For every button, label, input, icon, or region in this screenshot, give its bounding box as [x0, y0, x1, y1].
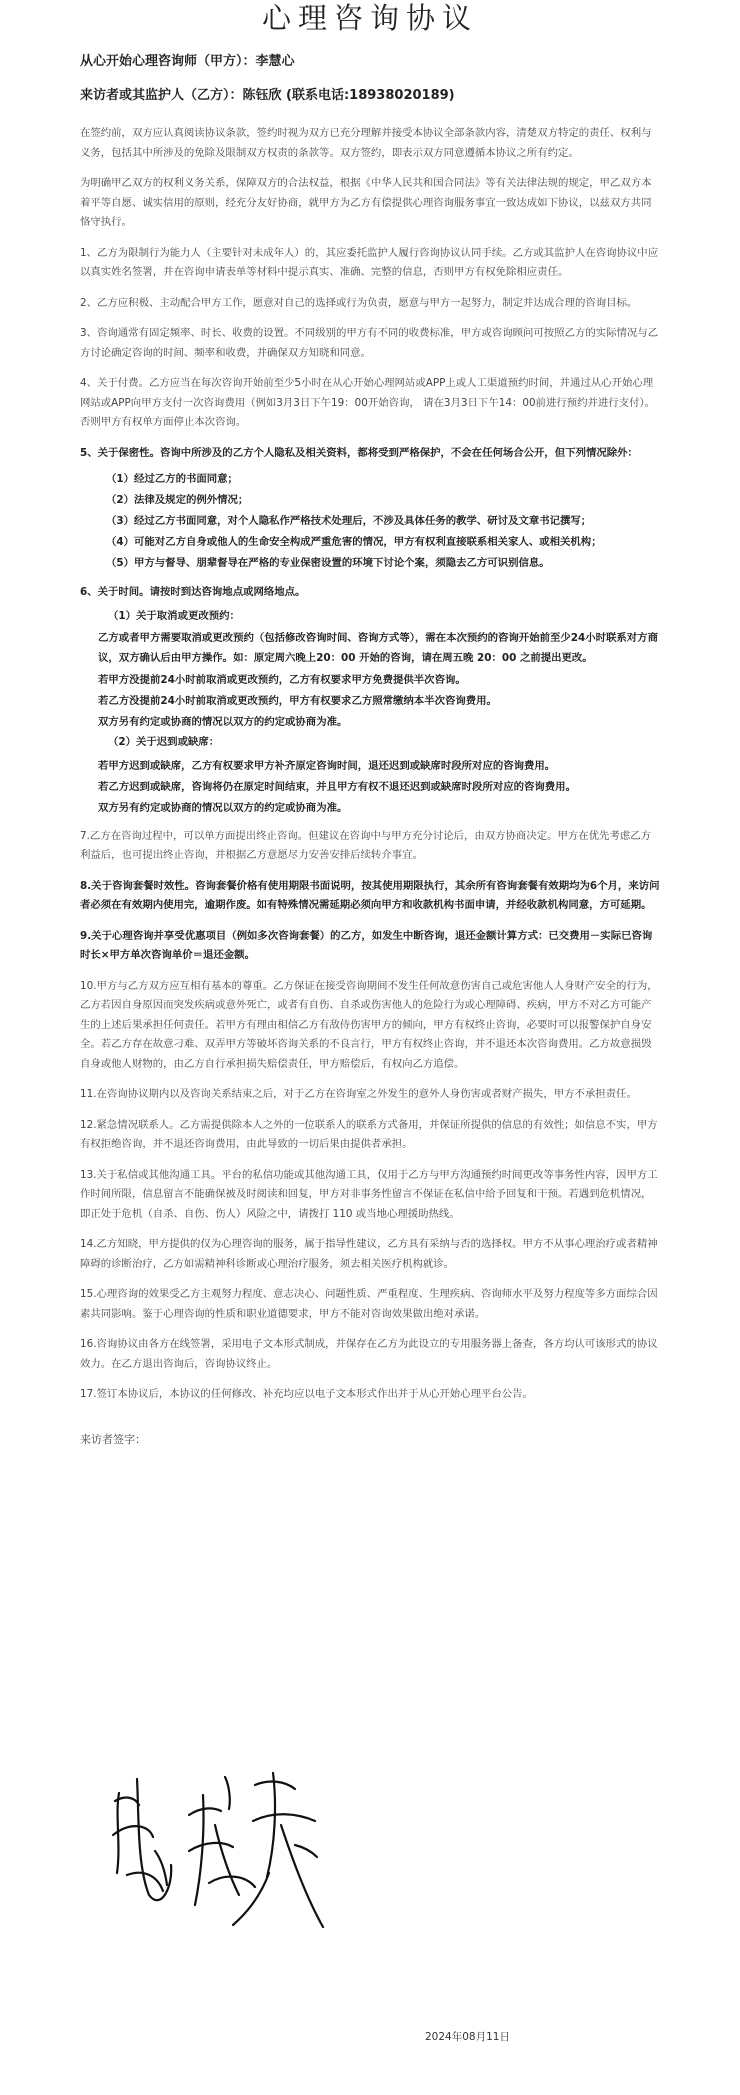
clause-5-item: （1）经过乙方的书面同意；: [106, 473, 238, 485]
clause-3: 3、咨询通常有固定频率、时长、收费的设置。不同级别的甲方有不同的收费标准，甲方或咨询顾问可按照乙方的实际情况与乙方讨论确定咨询的时间、频率和收费，并确保双方知晓和同意。: [80, 327, 659, 359]
clause-13: 13.关于私信或其他沟通工具。平台的私信功能或其他沟通工具，仅用于乙方与甲方沟通预约时间更改等事务性内容，因甲方工作时间所限，信息留言不能确保被及时阅读和回复，甲方对非事务性留言不保证在私信中给予回复和干预。若遇到危机情况，即正处于危机（自杀、自伤、伤人）风险之中，请拨打 110 或当地心理援助热线。: [80, 1168, 658, 1220]
clause-14: 14.乙方知晓，甲方提供的仅为心理咨询的服务，属于指导性建议，乙方具有采纳与否的选择权。甲方不从事心理治疗或者精神障碍的诊断治疗，乙方如需精神科诊断或心理治疗服务，须去相关医疗机构就诊。: [80, 1238, 658, 1270]
clause-6-sub1-paragraph: 乙方或者甲方需要取消或更改预约（包括修改咨询时间、咨询方式等），需在本次预约的咨询开始前至少24小时联系对方商议，双方确认后由甲方操作。如：原定周六晚上20：00 开始的咨询，请在周五晚 20：00 之前提出更改。: [98, 632, 658, 664]
clause-5-item: （3）经过乙方书面同意，对个人隐私作严格技术处理后，不涉及具体任务的教学、研讨及文章书记撰写；: [106, 515, 592, 527]
clause-6-sub1-line: 双方另有约定或协商的情况以双方的约定或协商为准。: [98, 716, 348, 728]
clause-6-sub1-title: （1）关于取消或更改预约：: [108, 609, 240, 622]
intro-paragraph: 为明确甲乙双方的权利义务关系，保障双方的合法权益，根据《中华人民共和国合同法》等有关法律法规的规定，甲乙双方本着平等自愿、诚实信用的原则，经充分友好协商，就甲方为乙方有偿提供心理咨询服务事宜一致达成如下协议，以兹双方共同恪守执行。: [80, 177, 652, 228]
clause-6-sub1-line: 若甲方没提前24小时前取消或更改预约，乙方有权要求甲方免费提供半次咨询。: [98, 674, 466, 686]
clause-6-sub2-line: 若甲方迟到或缺席，乙方有权要求甲方补齐原定咨询时间，退还迟到或缺席时段所对应的咨询费用。: [98, 759, 556, 772]
clause-11: 11.在咨询协议期内以及咨询关系结束之后，对于乙方在咨询室之外发生的意外人身伤害或者财产损失，甲方不承担责任。: [80, 1088, 637, 1100]
clause-7: 7.乙方在咨询过程中，可以单方面提出终止咨询。但建议在咨询中与甲方充分讨论后，由双方协商决定。甲方在优先考虑乙方利益后，也可提出终止咨询，并根据乙方意愿尽力安善安排后续转介事宜。: [80, 829, 652, 861]
party-b-line: 来访者或其监护人（乙方）：陈钰欣 (联系电话:18938020189): [80, 88, 455, 103]
clause-4: 4、关于付费。乙方应当在每次咨询开始前至少5小时在从心开始心理网站或APP上或人工渠道预约时间，并通过从心开始心理网站或APP向甲方支付一次咨询费用（例如3月3日下午19：00开始咨询， 请在3月3日下午14：00前进行预约并进行支付）。否则甲方有权单方面停止本次咨询。: [80, 377, 656, 428]
clause-6-title: 6、关于时间。请按时到达咨询地点或网络地点。: [80, 586, 306, 598]
clause-10: 10.甲方与乙方双方应互相有基本的尊重。乙方保证在接受咨询期间不发生任何故意伤害自己或危害他人人身财产安全的行为，乙方若因自身原因而突发疾病或意外死亡，或者有自伤、自杀或伤害他人的危险行为或心理障碍、疾病，甲方不对乙方可能产生的上述后果承担任何责任。若甲方有理由相信乙方有敌侍伤害甲方的倾向，甲方有权终止咨询，必要时可以报警保护自身安全。若乙方存在故意刁难、双弄甲方等破坏咨询关系的不良言行，甲方有权终止咨询，并不退还本次咨询费用。乙方故意损毁自身或他人财物的，由乙方自行承担损失赔偿责任，甲方赔偿后，有权向乙方追偿。: [80, 979, 658, 1070]
party-a-line: 从心开始心理咨询师（甲方）：李慧心: [80, 54, 295, 69]
clause-17: 17.签订本协议后，本协议的任何修改、补充均应以电子文本形式作出并于从心开始心理平台公告。: [80, 1388, 533, 1400]
clause-5-item: （2）法律及规定的例外情况；: [106, 494, 249, 506]
clause-5-list: [80, 469, 660, 574]
clause-8: 8.关于咨询套餐时效性。咨询套餐价格有使用期限书面说明，按其使用期限执行，其余所有咨询套餐有效期均为6个月，来访问者必须在有效期内使用完，逾期作废。如有特殊情况需延期必须向甲方和收款机构书面申请，并经收款机构同意，方可延期。: [80, 879, 660, 911]
clause-5-intro: 5、关于保密性。咨询中所涉及的乙方个人隐私及相关资料，都将受到严格保护，不会在任何场合公开，但下列情况除外：: [80, 446, 638, 459]
document-title: 心理咨询协议: [261, 1, 478, 35]
signature-label: 来访者签字：: [80, 1432, 146, 1446]
clause-5-item: （4）可能对乙方自身或他人的生命安全构成严重危害的情况，甲方有权利直接联系相关家人、或相关机构；: [106, 536, 602, 548]
document-body: [80, 52, 660, 1447]
clause-6-sub1-line: 若乙方没提前24小时前取消或更改预约，甲方有权要求乙方照常缴纳本半次咨询费用。: [98, 695, 497, 707]
handwritten-signature: [105, 1755, 335, 1955]
clause-9: 9.关于心理咨询并享受优惠项目（例如多次咨询套餐）的乙方，如发生中断咨询，退还金额计算方式：已交费用－实际已咨询时长×甲方单次咨询单价＝退还金额。: [80, 929, 653, 961]
clause-6-sub2-title: （2）关于迟到或缺席：: [108, 736, 220, 748]
clause-15: 15.心理咨询的效果受乙方主观努力程度、意志决心、问题性质、严重程度、生理疾病、咨询师水平及努力程度等多方面综合因素共同影响。鉴于心理咨询的性质和职业道德要求，甲方不能对咨询效果做出绝对承诺。: [80, 1288, 658, 1320]
clause-12: 12.紧急情况联系人。乙方需提供除本人之外的一位联系人的联系方式备用，并保证所提供的信息的有效性；如信息不实，甲方有权拒绝咨询，并不退还咨询费用，由此导致的一切后果由提供者承担。: [80, 1118, 658, 1150]
clause-2: 2、乙方应积极、主动配合甲方工作，愿意对自己的选择或行为负责，愿意与甲方一起努力，制定并达成合理的咨询目标。: [80, 296, 638, 309]
clause-6: [80, 583, 660, 819]
clause-6-sub2-line: 双方另有约定或协商的情况以双方的约定或协商为准。: [98, 801, 348, 814]
signature-date: 2024年08月11日: [425, 2031, 510, 2043]
clause-5-item: （5）甲方与督导、朋辈督导在严格的专业保密设置的环境下讨论个案，须隐去乙方可识别信息。: [106, 557, 550, 569]
clause-1: 1、乙方为限制行为能力人（主要针对未成年人）的，其应委托监护人履行咨询协议认同手续。乙方或其监护人在咨询协议中应以真实姓名签署，并在咨询申请表单等材料中提示真实、准确、完整的信息，否则甲方有权免除相应责任。: [80, 246, 659, 278]
clause-16: 16.咨询协议由各方在线签署，采用电子文本形式制成，并保存在乙方为此设立的专用服务器上备查，各方均认可该形式的协议效力。在乙方退出咨询后，咨询协议终止。: [80, 1338, 658, 1370]
intro-paragraph: 在签约前，双方应认真阅读协议条款，签约时视为双方已充分理解并接受本协议全部条款内容，清楚双方特定的责任、权利与义务，包括其中所涉及的免除及限制双方权责的条款等。双方签约，即表示双方同意遵循本协议之所有约定。: [80, 127, 652, 159]
clause-6-sub2-line: 若乙方迟到或缺席，咨询将仍在原定时间结束，并且甲方有权不退还迟到或缺席时段所对应的咨询费用。: [98, 780, 576, 793]
